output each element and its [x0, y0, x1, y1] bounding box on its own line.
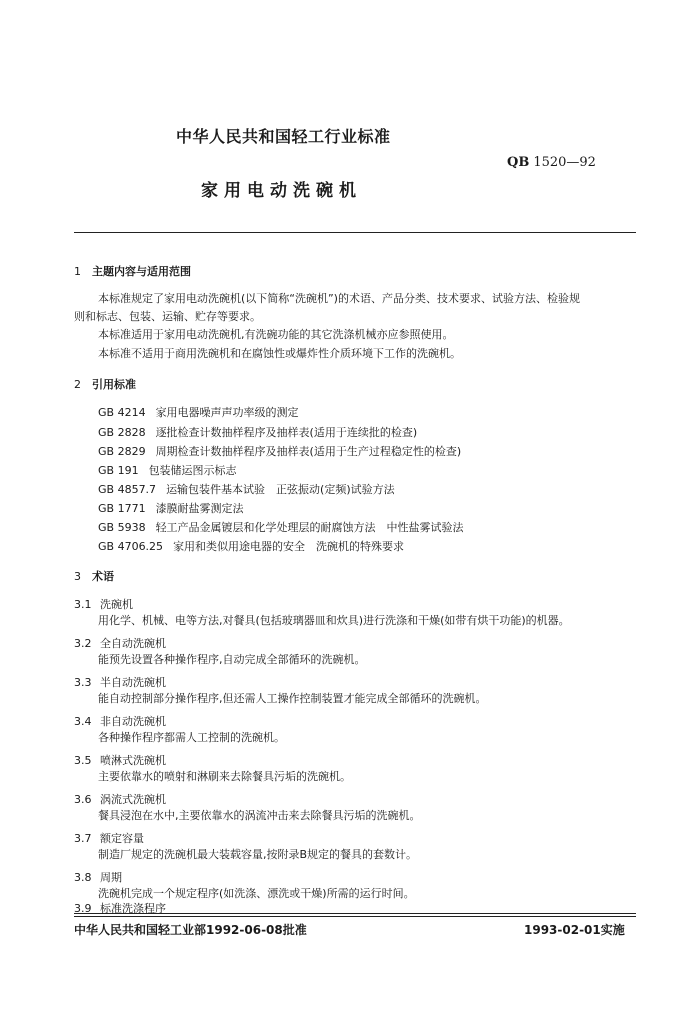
- section-1-para-1-line-1: 本标准规定了家用电动洗碗机(以下简称“洗碗机”)的术语、产品分类、技术要求、试验方法、检验规: [98, 292, 580, 305]
- footer-divider-bottom: [74, 916, 636, 917]
- reference-standard-item: GB 2829 周期检查计数抽样程序及抽样表(适用于生产过程稳定性的检查): [98, 445, 462, 458]
- section-number: 2: [74, 378, 81, 391]
- term-heading: 3.3 半自动洗碗机: [74, 676, 166, 689]
- section-number: 1: [74, 265, 81, 278]
- term-definition: 洗碗机完成一个规定程序(如洗涤、漂洗或干燥)所需的运行时间。: [98, 887, 415, 900]
- term-definition: 餐具浸泡在水中,主要依靠水的涡流冲击来去除餐具污垢的洗碗机。: [98, 809, 421, 822]
- reference-standard-item: GB 191 包装储运图示标志: [98, 464, 237, 477]
- section-number: 3: [74, 570, 81, 583]
- term-definition: 能自动控制部分操作程序,但还需人工操作控制装置才能完成全部循环的洗碗机。: [98, 692, 487, 705]
- term-heading: 3.4 非自动洗碗机: [74, 715, 166, 728]
- term-definition: 各种操作程序都需人工控制的洗碗机。: [98, 731, 285, 744]
- standard-number: 1520—92: [533, 155, 596, 170]
- term-heading: 3.7 额定容量: [74, 832, 144, 845]
- term-heading: 3.9 标准洗涤程序: [74, 902, 166, 915]
- term-heading: 3.1 洗碗机: [74, 598, 133, 611]
- term-heading: 3.6 涡流式洗碗机: [74, 793, 166, 806]
- section-1-para-3: 本标准不适用于商用洗碗机和在腐蚀性或爆炸性介质环境下工作的洗碗机。: [98, 347, 461, 360]
- term-definition: 主要依靠水的喷射和淋刷来去除餐具污垢的洗碗机。: [98, 770, 351, 783]
- reference-standard-item: GB 4857.7 运输包装件基本试验 正弦振动(定频)试验方法: [98, 483, 395, 496]
- reference-standard-item: GB 2828 逐批检查计数抽样程序及抽样表(适用于连续批的检查): [98, 426, 418, 439]
- footer-divider-top: [74, 913, 636, 914]
- section-2-heading: [74, 376, 136, 392]
- section-1-heading: [74, 263, 191, 279]
- section-1-para-1-line-2: 则和标志、包装、运输、贮存等要求。: [74, 310, 261, 323]
- effective-date: 1993-02-01实施: [524, 923, 625, 937]
- section-3-heading: [74, 568, 114, 584]
- header-divider: [74, 232, 636, 233]
- reference-standard-item: GB 1771 漆膜耐盐雾测定法: [98, 502, 244, 515]
- section-title: 术语: [92, 570, 114, 583]
- standard-code: [507, 155, 596, 170]
- term-heading: 3.2 全自动洗碗机: [74, 637, 166, 650]
- reference-standard-item: GB 4214 家用电器噪声声功率级的测定: [98, 406, 299, 419]
- term-heading: 3.5 喷淋式洗碗机: [74, 754, 166, 767]
- term-definition: 能预先设置各种操作程序,自动完成全部循环的洗碗机。: [98, 653, 366, 666]
- approval-line: 中华人民共和国轻工业部1992-06-08批准: [74, 923, 307, 937]
- reference-standard-item: GB 4706.25 家用和类似用途电器的安全 洗碗机的特殊要求: [98, 540, 405, 553]
- reference-standard-item: GB 5938 轻工产品金属镀层和化学处理层的耐腐蚀方法 中性盐雾试验法: [98, 521, 464, 534]
- document-title: 家用电动洗碗机: [201, 181, 362, 201]
- section-1-para-2: 本标准适用于家用电动洗碗机,有洗碗功能的其它洗涤机械亦应参照使用。: [98, 328, 454, 341]
- standard-prefix: QB: [507, 155, 530, 170]
- section-title: 引用标准: [92, 378, 136, 391]
- issuing-organization: 中华人民共和国轻工行业标准: [176, 127, 391, 146]
- section-title: 主题内容与适用范围: [92, 265, 191, 278]
- term-definition: 用化学、机械、电等方法,对餐具(包括玻璃器皿和炊具)进行洗涤和干燥(如带有烘干功能)的机器。: [98, 614, 570, 627]
- term-definition: 制造厂规定的洗碗机最大装载容量,按附录B规定的餐具的套数计。: [98, 848, 418, 861]
- term-heading: 3.8 周期: [74, 871, 122, 884]
